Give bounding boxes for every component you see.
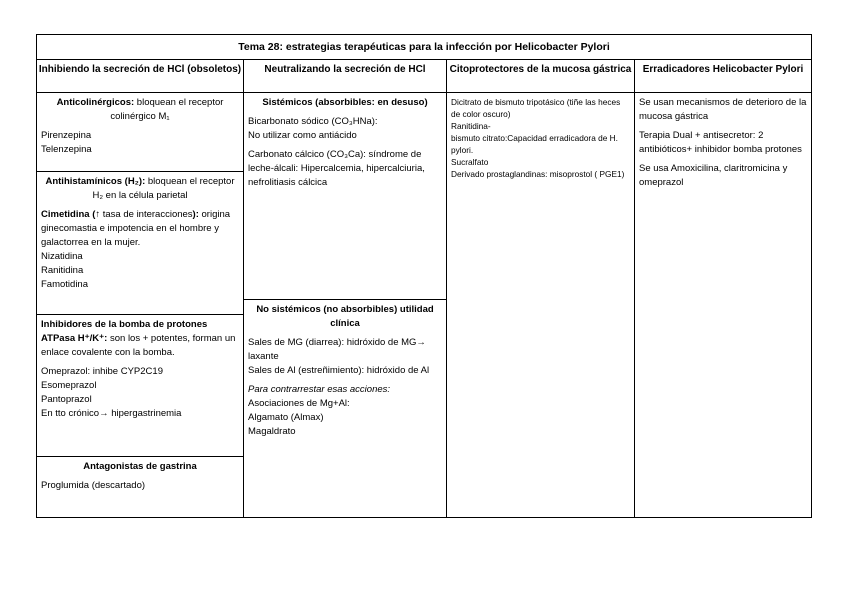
column-cytoprotectors xyxy=(447,93,635,517)
ppi-description: ATPasa H⁺/K⁺: son los + potentes, forman un enlace covalente con la bomba. xyxy=(41,333,236,358)
bicarbonate-item: Bicarbonato sódico (CO₃HNa): xyxy=(248,116,378,127)
header-inhibiting: Inhibiendo la secreción de HCl (obsoletos) xyxy=(37,59,244,93)
antihistamines-heading: Antihistamínicos (H₂): bloquean el receptor H₂ en la célula parietal xyxy=(45,176,235,201)
anticholinergics-cell xyxy=(37,93,243,171)
list-item: Se usan mecanismos de deterioro de la mucosa gástrica xyxy=(639,97,807,122)
drug-item: Proglumida (descartado) xyxy=(41,480,146,491)
eradicators-cell xyxy=(635,93,811,193)
drug-item: Ranitidina xyxy=(41,265,84,276)
drug-item: Famotidina xyxy=(41,279,88,290)
mg-salts-item: Sales de MG (diarrea): hidróxido de MG→ laxante xyxy=(248,337,426,362)
column-neutralizing xyxy=(244,93,447,517)
list-item: bismuto citrato:Capacidad erradicadora de H. pylori. xyxy=(451,133,618,155)
list-item: Dicitrato de bismuto tripotásico (tiñe las heces de color oscuro) xyxy=(451,97,621,119)
cytoprotectors-cell xyxy=(447,93,634,183)
header-neutralizing: Neutralizando la secreción de HCl xyxy=(244,59,447,93)
list-item: Derivado prostaglandinas: misoprostol ( PGE1) xyxy=(451,169,625,179)
anticholinergics-heading: Anticolinérgicos: bloquean el receptor colinérgico M₁ xyxy=(56,97,224,122)
systemic-cell xyxy=(244,93,446,299)
drug-item: Nizatidina xyxy=(41,251,83,262)
carbonate-item: Carbonato cálcico (CO₃Ca): síndrome de leche-álcali: Hipercalcemia, hipercalciuria, nefrolitiasis cálcica xyxy=(248,149,425,188)
drug-item: Magaldrato xyxy=(248,426,296,437)
gastrin-antagonists-cell xyxy=(37,456,243,496)
list-item: Terapia Dual + antisecretor: 2 antibióticos+ inhibidor bomba protones xyxy=(639,130,802,155)
therapy-table xyxy=(36,34,812,518)
drug-item: Pantoprazol xyxy=(41,394,92,405)
gastrin-heading: Antagonistas de gastrina xyxy=(83,461,197,472)
header-cytoprotectors: Citoprotectores de la mucosa gástrica xyxy=(447,59,635,93)
list-item: Sucralfato xyxy=(451,157,489,167)
chronic-note: En tto crónico→ hipergastrinemia xyxy=(41,408,182,419)
column-inhibiting xyxy=(37,93,244,517)
header-eradicators: Erradicadores Helicobacter Pylori xyxy=(635,59,811,93)
ppi-heading: Inhibidores de la bomba de protones xyxy=(41,319,208,330)
list-item: Se usa Amoxicilina, claritromicina y omeprazol xyxy=(639,163,788,188)
drug-item: Esomeprazol xyxy=(41,380,97,391)
table-title: Tema 28: estrategias terapéuticas para la infección por Helicobacter Pylori xyxy=(37,35,811,60)
cimetidine-note: Cimetidina (↑ tasa de interacciones): origina ginecomastia e impotencia en el hombre y galactorrea en la mujer. xyxy=(41,209,231,248)
column-eradicators xyxy=(635,93,811,517)
counteract-note: Para contrarrestar esas acciones: xyxy=(248,384,391,395)
non-systemic-cell xyxy=(244,299,446,442)
list-item: Ranitidina- xyxy=(451,121,491,131)
ppi-cell xyxy=(37,314,243,456)
drug-item: Algamato (Almax) xyxy=(248,412,324,423)
systemic-heading: Sistémicos (absorbibles: en desuso) xyxy=(262,97,428,108)
omeprazole-note: Omeprazol: inhibe CYP2C19 xyxy=(41,366,163,377)
antihistamines-cell xyxy=(37,171,243,314)
drug-item: Pirenzepina xyxy=(41,130,92,141)
al-salts-item: Sales de Al (estreñimiento): hidróxido de Al xyxy=(248,365,430,376)
drug-item: Telenzepina xyxy=(41,144,92,155)
non-systemic-heading: No sistémicos (no absorbibles) utilidad clínica xyxy=(256,304,434,329)
bicarbonate-note: No utilizar como antiácido xyxy=(248,130,357,141)
associations-item: Asociaciones de Mg+Al: xyxy=(248,398,350,409)
